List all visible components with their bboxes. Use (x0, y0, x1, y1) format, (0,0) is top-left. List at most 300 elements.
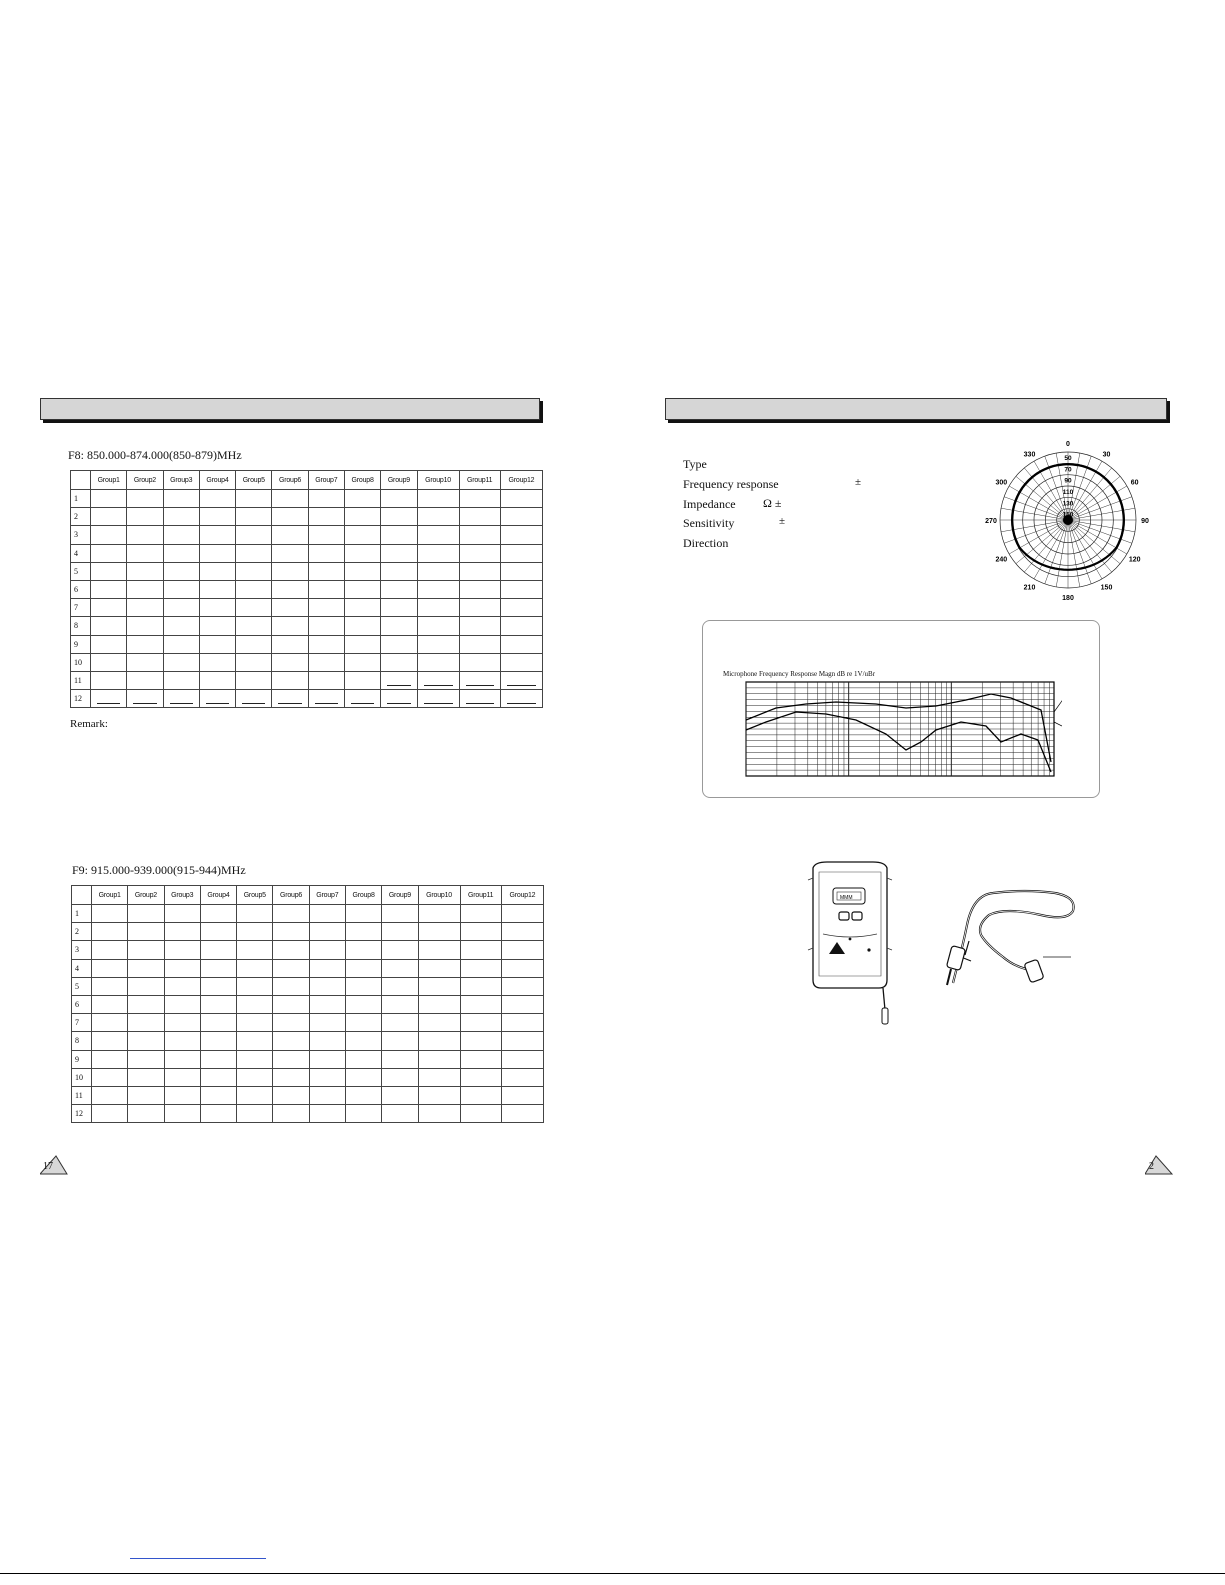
f9-table-title: F9: 915.000-939.000(915-944)MHz (72, 863, 246, 877)
polar-angle-label: 0 (1066, 441, 1070, 448)
table-cell (163, 580, 199, 598)
table-cell (309, 977, 345, 995)
table-cell (382, 941, 418, 959)
f8-table-title: F8: 850.000-874.000(850-879)MHz (68, 448, 242, 462)
table-cell (309, 959, 345, 977)
row-number: 10 (72, 1068, 92, 1086)
table-cell (345, 1086, 381, 1104)
table-cell (127, 490, 163, 508)
table-cell (418, 905, 460, 923)
table-cell (92, 923, 128, 941)
table-cell (164, 1105, 200, 1123)
row-number: 1 (71, 490, 91, 508)
table-cell (460, 1068, 501, 1086)
table-cell (128, 923, 164, 941)
table-cell (272, 544, 308, 562)
row-number: 7 (72, 1014, 92, 1032)
table-cell (199, 653, 235, 671)
table-cell (417, 544, 459, 562)
instrument-cable-image (945, 885, 1085, 995)
table-cell (345, 1050, 381, 1068)
table-cell (308, 490, 344, 508)
table-cell (309, 941, 345, 959)
table-cell (128, 1050, 164, 1068)
spec-type-label: Type (683, 457, 707, 471)
table-cell (273, 995, 309, 1013)
table-cell (273, 977, 309, 995)
column-header: Group8 (344, 471, 380, 490)
table-cell (381, 580, 417, 598)
table-cell (92, 977, 128, 995)
table-cell (92, 905, 128, 923)
table-cell (381, 508, 417, 526)
table-cell (200, 923, 236, 941)
table-cell (237, 977, 273, 995)
table-cell (308, 526, 344, 544)
table-cell (237, 1050, 273, 1068)
frequency-response-chart (742, 680, 1062, 780)
table-cell (459, 690, 500, 708)
table-cell (418, 1050, 460, 1068)
table-cell (460, 1014, 501, 1032)
column-header: Group12 (500, 471, 542, 490)
table-cell (460, 959, 501, 977)
row-number: 5 (71, 562, 91, 580)
table-cell (417, 490, 459, 508)
table-cell (500, 599, 542, 617)
table-cell (308, 562, 344, 580)
table-cell (237, 1105, 273, 1123)
table-cell (128, 1086, 164, 1104)
table-cell (164, 1032, 200, 1050)
table-row (72, 1068, 544, 1086)
table-cell (273, 1105, 309, 1123)
table-cell (382, 1068, 418, 1086)
table-cell (164, 1014, 200, 1032)
table-cell (501, 977, 543, 995)
table-cell (382, 1086, 418, 1104)
table-cell (199, 635, 235, 653)
table-row (71, 690, 543, 708)
spec-sensitivity-label: Sensitivity (683, 516, 735, 530)
row-number: 8 (72, 1032, 92, 1050)
table-cell (128, 995, 164, 1013)
polar-angle-label: 150 (1100, 584, 1113, 592)
table-cell (128, 1105, 164, 1123)
table-cell (236, 671, 272, 689)
polar-angle-label: 210 (1023, 584, 1036, 592)
table-cell (127, 562, 163, 580)
table-cell (163, 617, 199, 635)
table-cell (199, 508, 235, 526)
row-number: 7 (71, 599, 91, 617)
polar-angle-label: 90 (1141, 518, 1149, 525)
column-header: Group2 (127, 471, 163, 490)
table-cell (199, 544, 235, 562)
table-cell (237, 1068, 273, 1086)
table-cell (127, 617, 163, 635)
table-cell (382, 1014, 418, 1032)
table-cell (164, 905, 200, 923)
table-cell (501, 1014, 543, 1032)
table-cell (200, 959, 236, 977)
polar-ring-label: 130 (1062, 500, 1074, 508)
right-page-number (1145, 1155, 1169, 1175)
table-cell (273, 1050, 309, 1068)
table-cell (199, 526, 235, 544)
table-cell (381, 617, 417, 635)
table-cell (308, 544, 344, 562)
table-row (72, 923, 544, 941)
table-header-row (71, 471, 543, 490)
table-cell (417, 635, 459, 653)
row-number: 2 (72, 923, 92, 941)
table-cell (500, 508, 542, 526)
polar-ring-label: 110 (1062, 489, 1074, 496)
column-header: Group10 (418, 886, 460, 905)
table-cell (459, 599, 500, 617)
table-cell (460, 1050, 501, 1068)
column-header: Group1 (92, 886, 128, 905)
table-cell (128, 905, 164, 923)
table-cell (381, 562, 417, 580)
polar-angle-label: 180 (1062, 595, 1074, 602)
table-cell (236, 653, 272, 671)
remark-label: Remark: (70, 718, 108, 730)
table-cell (381, 671, 417, 689)
table-cell (163, 653, 199, 671)
table-cell (501, 959, 543, 977)
table-cell (345, 977, 381, 995)
table-cell (273, 905, 309, 923)
table-cell (309, 1086, 345, 1104)
table-cell (163, 508, 199, 526)
table-cell (236, 490, 272, 508)
table-cell (382, 1105, 418, 1123)
table-cell (345, 941, 381, 959)
table-cell (236, 635, 272, 653)
table-row (72, 1050, 544, 1068)
table-cell (128, 1032, 164, 1050)
table-cell (200, 995, 236, 1013)
table-cell (163, 562, 199, 580)
corner-cell (71, 471, 91, 490)
table-cell (308, 599, 344, 617)
table-cell (345, 1032, 381, 1050)
table-cell (382, 977, 418, 995)
table-cell (164, 977, 200, 995)
curve-pointer (1054, 722, 1062, 726)
table-cell (163, 635, 199, 653)
table-cell (459, 562, 500, 580)
table-cell (344, 690, 380, 708)
table-row (72, 1105, 544, 1123)
row-number: 6 (71, 580, 91, 598)
table-cell (459, 617, 500, 635)
column-header: Group6 (272, 471, 308, 490)
table-cell (91, 562, 127, 580)
row-number: 4 (71, 544, 91, 562)
column-header: Group6 (273, 886, 309, 905)
table-cell (501, 995, 543, 1013)
table-cell (236, 580, 272, 598)
column-header: Group7 (309, 886, 345, 905)
table-cell (272, 635, 308, 653)
table-cell (127, 653, 163, 671)
table-cell (501, 923, 543, 941)
table-cell (309, 923, 345, 941)
table-cell (459, 544, 500, 562)
table-cell (272, 690, 308, 708)
table-row (72, 1086, 544, 1104)
table-cell (199, 562, 235, 580)
table-cell (91, 690, 127, 708)
table-cell (273, 1032, 309, 1050)
table-cell (272, 671, 308, 689)
row-number: 4 (72, 959, 92, 977)
table-cell (500, 544, 542, 562)
right-page-number-text: 2 (1149, 1161, 1154, 1172)
column-header: Group5 (236, 471, 272, 490)
polar-ring-label: 50 (1064, 455, 1072, 462)
table-cell (92, 941, 128, 959)
table-cell (308, 617, 344, 635)
table-cell (501, 1032, 543, 1050)
table-row (71, 635, 543, 653)
column-header: Group3 (164, 886, 200, 905)
table-cell (164, 1068, 200, 1086)
spec-frequency-label: Frequency response (683, 477, 779, 491)
spec-direction-label: Direction (683, 536, 729, 550)
table-cell (272, 526, 308, 544)
table-cell (309, 1068, 345, 1086)
table-cell (417, 599, 459, 617)
bodypack-transmitter-image (805, 860, 895, 1030)
table-cell (417, 690, 459, 708)
table-cell (273, 959, 309, 977)
table-cell (418, 1032, 460, 1050)
table-row (71, 562, 543, 580)
table-cell (345, 905, 381, 923)
footer-link-underline (130, 1558, 266, 1559)
table-cell (344, 671, 380, 689)
table-cell (418, 977, 460, 995)
table-cell (127, 544, 163, 562)
table-cell (237, 905, 273, 923)
table-cell (272, 508, 308, 526)
table-cell (309, 995, 345, 1013)
table-cell (345, 923, 381, 941)
table-cell (345, 959, 381, 977)
table-cell (128, 977, 164, 995)
footer-rule (0, 1573, 1225, 1574)
table-cell (273, 1068, 309, 1086)
table-cell (91, 526, 127, 544)
table-row (71, 526, 543, 544)
table-cell (382, 995, 418, 1013)
table-cell (308, 635, 344, 653)
table-row (72, 959, 544, 977)
table-cell (417, 508, 459, 526)
table-header-row (72, 886, 544, 905)
table-cell (163, 671, 199, 689)
row-number: 9 (72, 1050, 92, 1068)
table-cell (500, 690, 542, 708)
table-cell (164, 1086, 200, 1104)
table-cell (308, 690, 344, 708)
table-cell (309, 1105, 345, 1123)
row-number: 10 (71, 653, 91, 671)
table-cell (199, 690, 235, 708)
table-cell (200, 1105, 236, 1123)
polar-angle-label: 240 (995, 556, 1008, 564)
column-header: Group5 (237, 886, 273, 905)
right-header-bar (665, 398, 1167, 420)
polar-angle-label: 120 (1128, 556, 1141, 564)
column-header: Group12 (501, 886, 543, 905)
column-header: Group1 (91, 471, 127, 490)
table-cell (163, 599, 199, 617)
table-row (72, 977, 544, 995)
table-row (71, 580, 543, 598)
table-cell (236, 599, 272, 617)
table-cell (273, 1086, 309, 1104)
table-cell (381, 690, 417, 708)
table-cell (344, 580, 380, 598)
table-cell (501, 1086, 543, 1104)
table-cell (500, 562, 542, 580)
polar-angle-label: 30 (1102, 451, 1111, 459)
table-cell (92, 1068, 128, 1086)
row-number: 3 (71, 526, 91, 544)
table-cell (460, 941, 501, 959)
table-cell (344, 617, 380, 635)
table-cell (200, 1032, 236, 1050)
row-number: 12 (72, 1105, 92, 1123)
table-cell (500, 653, 542, 671)
table-cell (308, 653, 344, 671)
column-header: Group9 (382, 886, 418, 905)
table-cell (460, 905, 501, 923)
table-row (71, 599, 543, 617)
table-cell (309, 1032, 345, 1050)
table-cell (128, 959, 164, 977)
curve-pointer (1054, 698, 1062, 712)
table-cell (272, 490, 308, 508)
table-cell (460, 923, 501, 941)
table-row (72, 1014, 544, 1032)
table-cell (344, 653, 380, 671)
table-cell (92, 995, 128, 1013)
table-cell (344, 526, 380, 544)
table-cell (500, 617, 542, 635)
left-page-number (40, 1155, 64, 1175)
table-cell (163, 490, 199, 508)
row-number: 12 (71, 690, 91, 708)
column-header: Group11 (460, 886, 501, 905)
table-cell (308, 508, 344, 526)
table-cell (199, 580, 235, 598)
table-cell (381, 635, 417, 653)
table-cell (128, 1068, 164, 1086)
table-cell (501, 905, 543, 923)
table-cell (237, 923, 273, 941)
table-cell (459, 526, 500, 544)
table-cell (236, 617, 272, 635)
polar-pattern-plot (973, 436, 1163, 612)
row-number: 3 (72, 941, 92, 959)
table-cell (273, 1014, 309, 1032)
table-cell (273, 941, 309, 959)
table-cell (459, 671, 500, 689)
row-number: 5 (72, 977, 92, 995)
table-cell (200, 1086, 236, 1104)
table-cell (127, 635, 163, 653)
table-cell (236, 526, 272, 544)
table-cell (345, 995, 381, 1013)
table-cell (127, 580, 163, 598)
table-cell (127, 599, 163, 617)
table-cell (127, 671, 163, 689)
table-cell (273, 923, 309, 941)
table-cell (417, 653, 459, 671)
table-cell (237, 995, 273, 1013)
corner-cell (72, 886, 92, 905)
table-cell (345, 1068, 381, 1086)
polar-ring-label: 90 (1064, 477, 1072, 485)
table-cell (381, 490, 417, 508)
table-cell (500, 526, 542, 544)
frequency-chart-title: Microphone Frequency Response Magn dB re 1V/uBr (723, 670, 876, 678)
table-cell (500, 635, 542, 653)
table-cell (164, 959, 200, 977)
table-cell (163, 544, 199, 562)
table-cell (381, 526, 417, 544)
table-cell (417, 526, 459, 544)
table-cell (344, 490, 380, 508)
spec-frequency-symbol: ± (855, 476, 862, 488)
table-cell (127, 690, 163, 708)
table-cell (382, 923, 418, 941)
table-cell (236, 508, 272, 526)
table-cell (199, 599, 235, 617)
table-cell (91, 490, 127, 508)
polar-angle-label: 330 (1023, 451, 1036, 459)
table-cell (344, 599, 380, 617)
table-cell (381, 653, 417, 671)
table-cell (382, 905, 418, 923)
table-cell (381, 544, 417, 562)
table-cell (91, 544, 127, 562)
column-header: Group3 (163, 471, 199, 490)
table-cell (460, 1032, 501, 1050)
column-header: Group10 (417, 471, 459, 490)
column-header: Group4 (199, 471, 235, 490)
table-cell (344, 635, 380, 653)
table-cell (501, 1050, 543, 1068)
table-cell (91, 635, 127, 653)
polar-angle-label: 300 (995, 479, 1008, 487)
table-cell (92, 1014, 128, 1032)
table-cell (200, 941, 236, 959)
table-row (72, 1032, 544, 1050)
column-header: Group4 (200, 886, 236, 905)
table-cell (459, 580, 500, 598)
row-number: 11 (71, 671, 91, 689)
table-cell (309, 1014, 345, 1032)
table-cell (344, 562, 380, 580)
row-number: 8 (71, 617, 91, 635)
